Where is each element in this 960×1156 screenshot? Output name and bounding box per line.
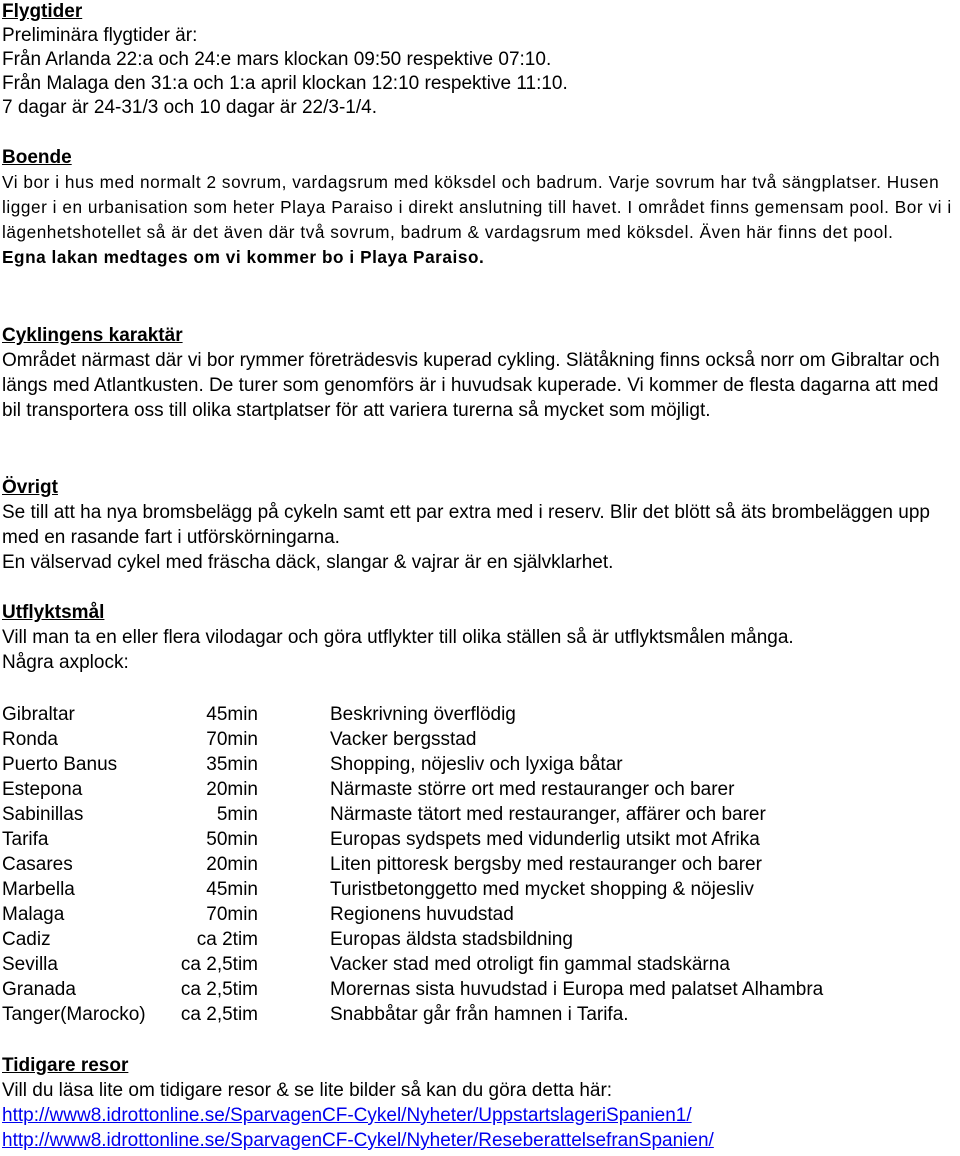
cykling-paragraph: Området närmast där vi bor rymmer företrädesvis kuperad cykling. Slätåkning finns också norr om Gibraltar och längs med Atlantkusten. De turer som genomförs är i huvudsak kuperade. Vi kommer de flesta dagarna att med bil transportera oss till olika startplatser för att variera turerna så mycket som möjligt. <box>2 350 940 421</box>
destination-place: Cadiz <box>2 929 51 950</box>
flight-line: 7 dagar är 24-31/3 och 10 dagar är 22/3-1/4. <box>2 97 377 118</box>
section-title-boende: Boende <box>2 147 72 168</box>
destination-place: Sevilla <box>2 954 58 975</box>
destination-place: Granada <box>2 979 76 1000</box>
destination-row <box>2 827 958 852</box>
destination-time: 70min <box>206 729 258 750</box>
destination-time: 20min <box>206 779 258 800</box>
destination-row <box>2 727 958 752</box>
utflykt-paragraph: Vill man ta en eller flera vilodagar och göra utflykter till olika ställen så är utflyktsmålen många. <box>2 627 794 648</box>
destination-row <box>2 977 958 1002</box>
section-title-tidigare-resor: Tidigare resor <box>2 1055 129 1076</box>
flight-line: Från Malaga den 31:a och 1:a april klockan 12:10 respektive 11:10. <box>2 73 568 94</box>
destination-time: 20min <box>206 854 258 875</box>
destination-desc: Turistbetonggetto med mycket shopping & nöjesliv <box>330 879 754 900</box>
destination-place: Tanger(Marocko) <box>2 1004 146 1025</box>
boende-bold-note: Egna lakan medtages om vi kommer bo i Playa Paraiso. <box>2 247 485 267</box>
destination-place: Sabinillas <box>2 804 84 825</box>
destinations-table <box>2 702 958 1027</box>
link-uppstartslager[interactable]: http://www8.idrottonline.se/SparvagenCF-Cykel/Nyheter/UppstartslageriSpanien1/ <box>2 1105 692 1126</box>
destination-time: ca 2,5tim <box>180 979 258 1000</box>
destination-place: Malaga <box>2 904 65 925</box>
destination-desc: Europas äldsta stadsbildning <box>330 929 573 950</box>
destination-row <box>2 752 958 777</box>
ovrigt-paragraph: Se till att ha nya bromsbelägg på cykeln samt ett par extra med i reserv. Blir det blött så äts brombeläggen upp med en rasande fart i utförskörningarna. <box>2 502 930 548</box>
destination-desc: Regionens huvudstad <box>330 904 514 925</box>
destination-row <box>2 777 958 802</box>
tidigare-paragraph: Vill du läsa lite om tidigare resor & se lite bilder så kan du göra detta här: <box>2 1080 613 1101</box>
section-title-utflyktsmal: Utflyktsmål <box>2 602 105 623</box>
flight-line: Preliminära flygtider är: <box>2 25 198 46</box>
destination-time: 50min <box>206 829 258 850</box>
section-title-cykling: Cyklingens karaktär <box>2 325 183 346</box>
destination-desc: Morernas sista huvudstad i Europa med palatset Alhambra <box>330 979 824 1000</box>
section-boende <box>2 146 958 270</box>
destination-desc: Shopping, nöjesliv och lyxiga båtar <box>330 754 623 775</box>
destination-time: 45min <box>206 879 258 900</box>
destination-time: 5min <box>216 804 258 825</box>
section-title-flygtider: Flygtider <box>2 1 83 22</box>
destination-row <box>2 877 958 902</box>
destination-desc: Snabbåtar går från hamnen i Tarifa. <box>330 1004 629 1025</box>
destination-place: Ronda <box>2 729 58 750</box>
destination-time: ca 2,5tim <box>180 954 258 975</box>
link-reseberattelse[interactable]: http://www8.idrottonline.se/SparvagenCF-Cykel/Nyheter/ReseberattelsefranSpanien/ <box>2 1130 714 1151</box>
destination-desc: Vacker stad med otroligt fin gammal stadskärna <box>330 954 730 975</box>
destination-desc: Vacker bergsstad <box>330 729 477 750</box>
boende-paragraph: Vi bor i hus med normalt 2 sovrum, vardagsrum med köksdel och badrum. Varje sovrum har två sängplatser. Husen ligger i en urbanisation som heter Playa Paraiso i direkt anslutning till havet. I området finns gemensam pool. Bor vi i lägenhetshotellet så är det även där två sovrum, badrum & vardagsrum med köksdel. Även här finns det pool. <box>2 172 952 242</box>
destination-row <box>2 852 958 877</box>
destination-time: 70min <box>206 904 258 925</box>
destination-time: ca 2tim <box>196 929 258 950</box>
flight-line: Från Arlanda 22:a och 24:e mars klockan 09:50 respektive 07:10. <box>2 49 552 70</box>
section-cyklingens-karaktar <box>2 324 958 423</box>
destination-place: Puerto Banus <box>2 754 118 775</box>
destination-row <box>2 1002 958 1027</box>
section-flygtider <box>2 0 568 120</box>
destination-row <box>2 902 958 927</box>
section-ovrigt <box>2 476 958 575</box>
destination-time: 45min <box>206 704 258 725</box>
destination-row <box>2 802 958 827</box>
destination-time: ca 2,5tim <box>180 1004 258 1025</box>
ovrigt-paragraph-2: En välservad cykel med fräscha däck, slangar & vajrar är en självklarhet. <box>2 552 614 573</box>
destination-time: 35min <box>206 754 258 775</box>
destination-row <box>2 952 958 977</box>
destination-place: Estepona <box>2 779 83 800</box>
section-title-ovrigt: Övrigt <box>2 477 58 498</box>
destination-row <box>2 927 958 952</box>
section-tidigare-resor <box>2 1054 714 1153</box>
destination-place: Tarifa <box>2 829 49 850</box>
destination-desc: Liten pittoresk bergsby med restauranger och barer <box>330 854 762 875</box>
destination-row <box>2 702 958 727</box>
destination-place: Marbella <box>2 879 75 900</box>
destination-desc: Närmaste tätort med restauranger, affärer och barer <box>330 804 766 825</box>
section-utflyktsmal <box>2 601 794 675</box>
utflykt-paragraph-2: Några axplock: <box>2 652 129 673</box>
destination-place: Casares <box>2 854 73 875</box>
destination-desc: Beskrivning överflödig <box>330 704 516 725</box>
destination-desc: Närmaste större ort med restauranger och barer <box>330 779 735 800</box>
destination-desc: Europas sydspets med vidunderlig utsikt mot Afrika <box>330 829 760 850</box>
destination-place: Gibraltar <box>2 704 75 725</box>
